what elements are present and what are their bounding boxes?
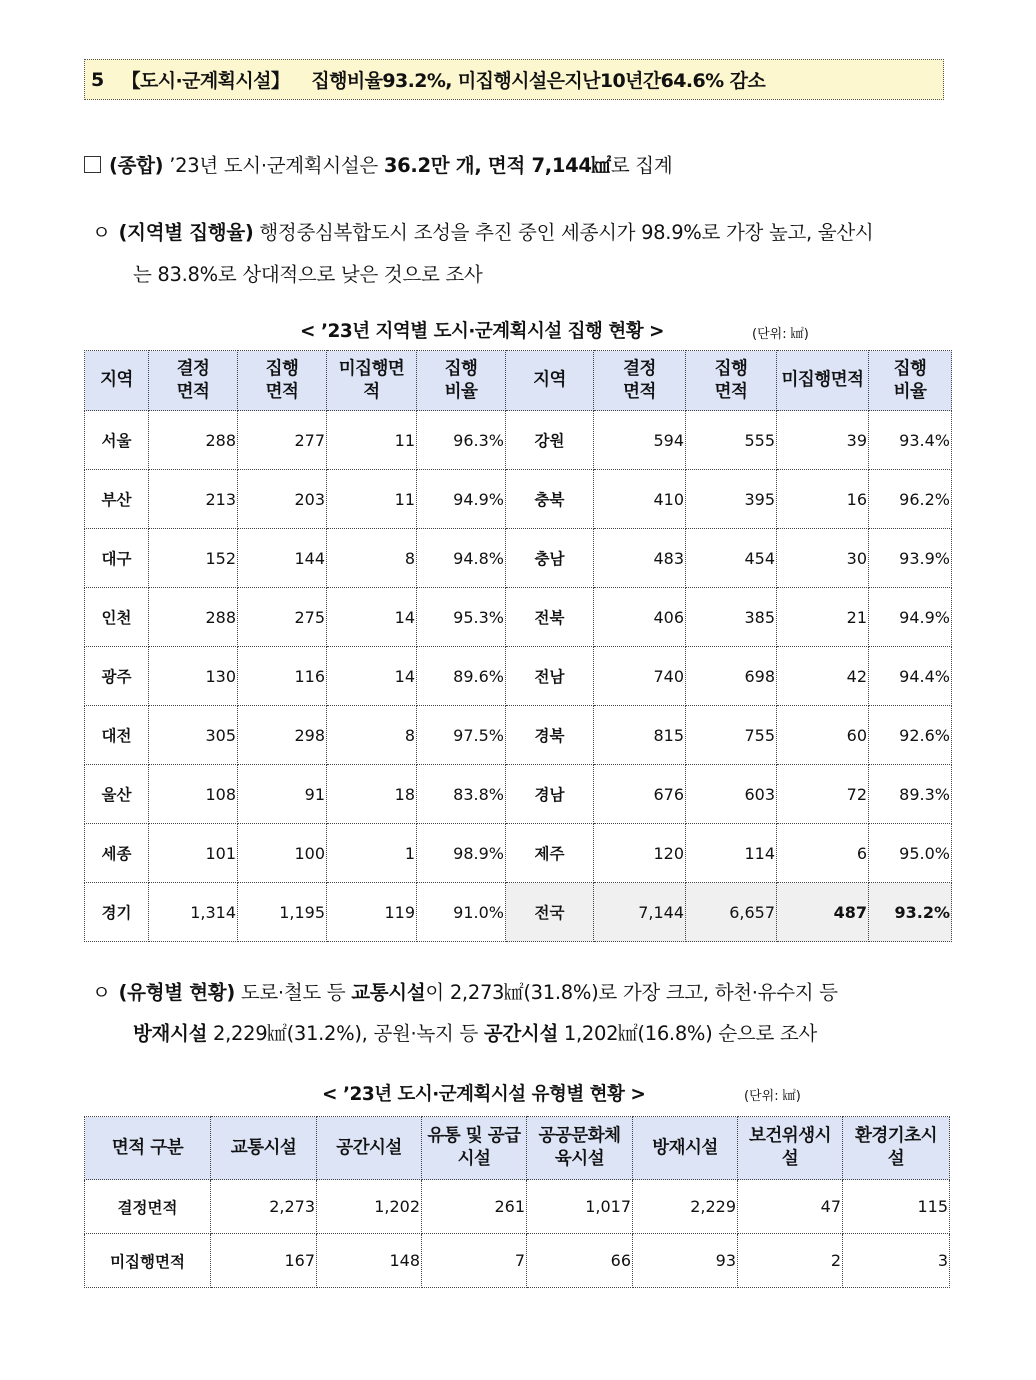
section-headline: 집행비율93.2%, 미집행시설은지난10년간64.6% 감소 bbox=[311, 70, 766, 92]
value-cell-unexecuted: 8 bbox=[327, 706, 417, 765]
region-name-cell: 경남 bbox=[506, 765, 594, 824]
table1-header-cell: 지역 bbox=[506, 351, 594, 411]
value-cell: 261 bbox=[422, 1180, 527, 1234]
value-cell-unexecuted: 18 bbox=[327, 765, 417, 824]
table2-header-cell: 면적 구분 bbox=[85, 1117, 211, 1180]
summary-text-before: ’23년 도시·군계획시설은 bbox=[163, 154, 384, 177]
value-cell-executed: 116 bbox=[238, 647, 327, 706]
value-cell-decided: 288 bbox=[149, 588, 238, 647]
value-cell-executed: 454 bbox=[686, 529, 777, 588]
summary-label: (종합) bbox=[109, 154, 164, 177]
value-cell-executed: 100 bbox=[238, 824, 327, 883]
value-cell-decided: 152 bbox=[149, 529, 238, 588]
summary-text-after: 로 집계 bbox=[610, 154, 673, 177]
value-cell-executed: 395 bbox=[686, 470, 777, 529]
value-cell-unexecuted: 14 bbox=[327, 647, 417, 706]
value-cell-ratio: 94.9% bbox=[417, 470, 506, 529]
checkbox-square-icon bbox=[84, 156, 101, 173]
table2-header-cell: 공간시설 bbox=[317, 1117, 422, 1180]
value-cell-ratio: 98.9% bbox=[417, 824, 506, 883]
region-name-cell: 강원 bbox=[506, 411, 594, 470]
value-cell: 7 bbox=[422, 1234, 527, 1288]
table-row bbox=[85, 765, 952, 824]
table2-header-row bbox=[85, 1117, 950, 1180]
value-cell: 115 bbox=[843, 1180, 950, 1234]
table-row bbox=[85, 588, 952, 647]
value-cell: 148 bbox=[317, 1234, 422, 1288]
region-name-cell: 세종 bbox=[85, 824, 149, 883]
table2-header-cell: 보건위생시 설 bbox=[738, 1117, 843, 1180]
value-cell-unexecuted: 14 bbox=[327, 588, 417, 647]
value-cell-ratio: 83.8% bbox=[417, 765, 506, 824]
value-cell-executed: 144 bbox=[238, 529, 327, 588]
table1-header-cell: 결정 면적 bbox=[594, 351, 686, 411]
value-cell-unexecuted: 11 bbox=[327, 411, 417, 470]
table1-header-row bbox=[85, 351, 952, 411]
table-row bbox=[85, 883, 952, 942]
table-row bbox=[85, 1180, 950, 1234]
value-cell-ratio: 92.6% bbox=[869, 706, 952, 765]
section-category: 【도시·군계획시설】 bbox=[121, 70, 290, 92]
value-cell-unexecuted: 30 bbox=[777, 529, 869, 588]
value-cell-executed: 6,657 bbox=[686, 883, 777, 942]
value-cell-executed: 755 bbox=[686, 706, 777, 765]
value-cell-decided: 305 bbox=[149, 706, 238, 765]
table-row bbox=[85, 529, 952, 588]
value-cell: 167 bbox=[211, 1234, 317, 1288]
value-cell-ratio: 93.4% bbox=[869, 411, 952, 470]
value-cell-decided: 740 bbox=[594, 647, 686, 706]
table1-header-cell: 집행 비율 bbox=[869, 351, 952, 411]
value-cell-ratio: 94.9% bbox=[869, 588, 952, 647]
value-cell-ratio: 89.6% bbox=[417, 647, 506, 706]
value-cell-ratio: 95.0% bbox=[869, 824, 952, 883]
value-cell-decided: 7,144 bbox=[594, 883, 686, 942]
value-cell-unexecuted: 42 bbox=[777, 647, 869, 706]
region-name-cell: 울산 bbox=[85, 765, 149, 824]
table-row bbox=[85, 824, 952, 883]
table-row bbox=[85, 647, 952, 706]
bytype-text1: 도로·철도 등 bbox=[234, 981, 352, 1004]
section-number: 5 bbox=[91, 68, 104, 91]
value-cell-ratio: 97.5% bbox=[417, 706, 506, 765]
value-cell-decided: 676 bbox=[594, 765, 686, 824]
value-cell-unexecuted: 21 bbox=[777, 588, 869, 647]
value-cell: 2,229 bbox=[633, 1180, 738, 1234]
value-cell-ratio: 95.3% bbox=[417, 588, 506, 647]
value-cell-decided: 213 bbox=[149, 470, 238, 529]
value-cell: 2 bbox=[738, 1234, 843, 1288]
value-cell-executed: 114 bbox=[686, 824, 777, 883]
value-cell-executed: 698 bbox=[686, 647, 777, 706]
value-cell: 66 bbox=[527, 1234, 633, 1288]
bullet-circle-icon: ㅇ bbox=[92, 981, 111, 1004]
value-cell: 2,273 bbox=[211, 1180, 317, 1234]
value-cell-ratio: 89.3% bbox=[869, 765, 952, 824]
value-cell: 1,202 bbox=[317, 1180, 422, 1234]
table1-header-cell: 집행 면적 bbox=[238, 351, 327, 411]
region-name-cell: 광주 bbox=[85, 647, 149, 706]
value-cell-executed: 1,195 bbox=[238, 883, 327, 942]
area-type-cell: 결정면적 bbox=[85, 1180, 211, 1234]
value-cell-unexecuted: 72 bbox=[777, 765, 869, 824]
table-row bbox=[85, 411, 952, 470]
table1-header-cell: 미집행면적 bbox=[777, 351, 869, 411]
value-cell-decided: 130 bbox=[149, 647, 238, 706]
bytype-bold1: 교통시설 bbox=[351, 981, 426, 1004]
value-cell: 93 bbox=[633, 1234, 738, 1288]
table-row bbox=[85, 706, 952, 765]
table-row bbox=[85, 470, 952, 529]
value-cell: 47 bbox=[738, 1180, 843, 1234]
bytype-text3: 2,229㎢(31.2%), 공원·녹지 등 bbox=[207, 1022, 484, 1045]
regional-table bbox=[84, 350, 952, 942]
table2-header-cell: 유통 및 공급 시설 bbox=[422, 1117, 527, 1180]
value-cell-executed: 203 bbox=[238, 470, 327, 529]
bytype-bold3: 공간시설 bbox=[483, 1022, 558, 1045]
region-name-cell: 충남 bbox=[506, 529, 594, 588]
area-type-cell: 미집행면적 bbox=[85, 1234, 211, 1288]
value-cell-unexecuted: 1 bbox=[327, 824, 417, 883]
table1-header-cell: 미집행면 적 bbox=[327, 351, 417, 411]
value-cell-unexecuted: 487 bbox=[777, 883, 869, 942]
value-cell-unexecuted: 60 bbox=[777, 706, 869, 765]
region-name-cell: 경북 bbox=[506, 706, 594, 765]
regional-paragraph bbox=[92, 217, 873, 245]
value-cell-unexecuted: 6 bbox=[777, 824, 869, 883]
table-row bbox=[85, 1234, 950, 1288]
table2-caption: < ’23년 도시·군계획시설 유형별 현황 > bbox=[322, 1084, 646, 1105]
value-cell-ratio: 91.0% bbox=[417, 883, 506, 942]
value-cell-decided: 288 bbox=[149, 411, 238, 470]
value-cell-decided: 483 bbox=[594, 529, 686, 588]
table2-header-cell: 공공문화체 육시설 bbox=[527, 1117, 633, 1180]
table1-header-cell: 집행 비율 bbox=[417, 351, 506, 411]
summary-paragraph bbox=[84, 150, 672, 178]
bytype-bold2: 방재시설 bbox=[133, 1022, 208, 1045]
table2-header-cell: 방재시설 bbox=[633, 1117, 738, 1180]
region-name-cell: 인천 bbox=[85, 588, 149, 647]
value-cell-executed: 603 bbox=[686, 765, 777, 824]
region-name-cell: 대구 bbox=[85, 529, 149, 588]
value-cell: 1,017 bbox=[527, 1180, 633, 1234]
region-name-cell: 부산 bbox=[85, 470, 149, 529]
value-cell-decided: 101 bbox=[149, 824, 238, 883]
value-cell-executed: 385 bbox=[686, 588, 777, 647]
value-cell-ratio: 93.9% bbox=[869, 529, 952, 588]
region-name-cell: 대전 bbox=[85, 706, 149, 765]
region-name-cell: 전국 bbox=[506, 883, 594, 942]
value-cell-decided: 120 bbox=[594, 824, 686, 883]
value-cell-decided: 1,314 bbox=[149, 883, 238, 942]
value-cell-decided: 815 bbox=[594, 706, 686, 765]
value-cell-executed: 275 bbox=[238, 588, 327, 647]
table1-header-cell: 결정 면적 bbox=[149, 351, 238, 411]
region-name-cell: 서울 bbox=[85, 411, 149, 470]
value-cell-ratio: 93.2% bbox=[869, 883, 952, 942]
summary-bold-value: 36.2만 개, 면적 7,144㎢ bbox=[383, 154, 611, 177]
value-cell-decided: 594 bbox=[594, 411, 686, 470]
bytype-paragraph bbox=[92, 977, 838, 1005]
value-cell-unexecuted: 119 bbox=[327, 883, 417, 942]
bytype-text4: 1,202㎢(16.8%) 순으로 조사 bbox=[557, 1022, 817, 1045]
regional-label: (지역별 집행율) bbox=[118, 221, 254, 244]
table2-unit: (단위: ㎢) bbox=[744, 1089, 801, 1104]
table2-header-cell: 환경기초시 설 bbox=[843, 1117, 950, 1180]
region-name-cell: 전북 bbox=[506, 588, 594, 647]
value-cell-ratio: 96.3% bbox=[417, 411, 506, 470]
value-cell-ratio: 94.4% bbox=[869, 647, 952, 706]
table1-unit: (단위: ㎢) bbox=[752, 327, 809, 342]
value-cell: 3 bbox=[843, 1234, 950, 1288]
value-cell-ratio: 94.8% bbox=[417, 529, 506, 588]
value-cell-unexecuted: 39 bbox=[777, 411, 869, 470]
value-cell-decided: 410 bbox=[594, 470, 686, 529]
value-cell-decided: 108 bbox=[149, 765, 238, 824]
regional-line1: 행정중심복합도시 조성을 추진 중인 세종시가 98.9%로 가장 높고, 울산시 bbox=[253, 221, 874, 244]
table1-header-cell: 지역 bbox=[85, 351, 149, 411]
type-table bbox=[84, 1116, 950, 1288]
table1-header-cell: 집행 면적 bbox=[686, 351, 777, 411]
value-cell-unexecuted: 8 bbox=[327, 529, 417, 588]
value-cell-executed: 298 bbox=[238, 706, 327, 765]
value-cell-decided: 406 bbox=[594, 588, 686, 647]
region-name-cell: 경기 bbox=[85, 883, 149, 942]
value-cell-ratio: 96.2% bbox=[869, 470, 952, 529]
section-title-bar bbox=[84, 59, 944, 100]
regional-line2: 는 83.8%로 상대적으로 낮은 것으로 조사 bbox=[133, 263, 483, 286]
value-cell-executed: 91 bbox=[238, 765, 327, 824]
bytype-text2: 이 2,273㎢(31.8%)로 가장 크고, 하천·유수지 등 bbox=[425, 981, 838, 1004]
value-cell-unexecuted: 11 bbox=[327, 470, 417, 529]
value-cell-executed: 555 bbox=[686, 411, 777, 470]
region-name-cell: 충북 bbox=[506, 470, 594, 529]
table1-caption: < ’23년 지역별 도시·군계획시설 집행 현황 > bbox=[300, 321, 665, 342]
value-cell-executed: 277 bbox=[238, 411, 327, 470]
value-cell-unexecuted: 16 bbox=[777, 470, 869, 529]
bullet-circle-icon: ㅇ bbox=[92, 221, 111, 244]
region-name-cell: 전남 bbox=[506, 647, 594, 706]
bytype-label: (유형별 현황) bbox=[118, 981, 235, 1004]
table2-header-cell: 교통시설 bbox=[211, 1117, 317, 1180]
region-name-cell: 제주 bbox=[506, 824, 594, 883]
bytype-paragraph-line2 bbox=[133, 1018, 817, 1046]
